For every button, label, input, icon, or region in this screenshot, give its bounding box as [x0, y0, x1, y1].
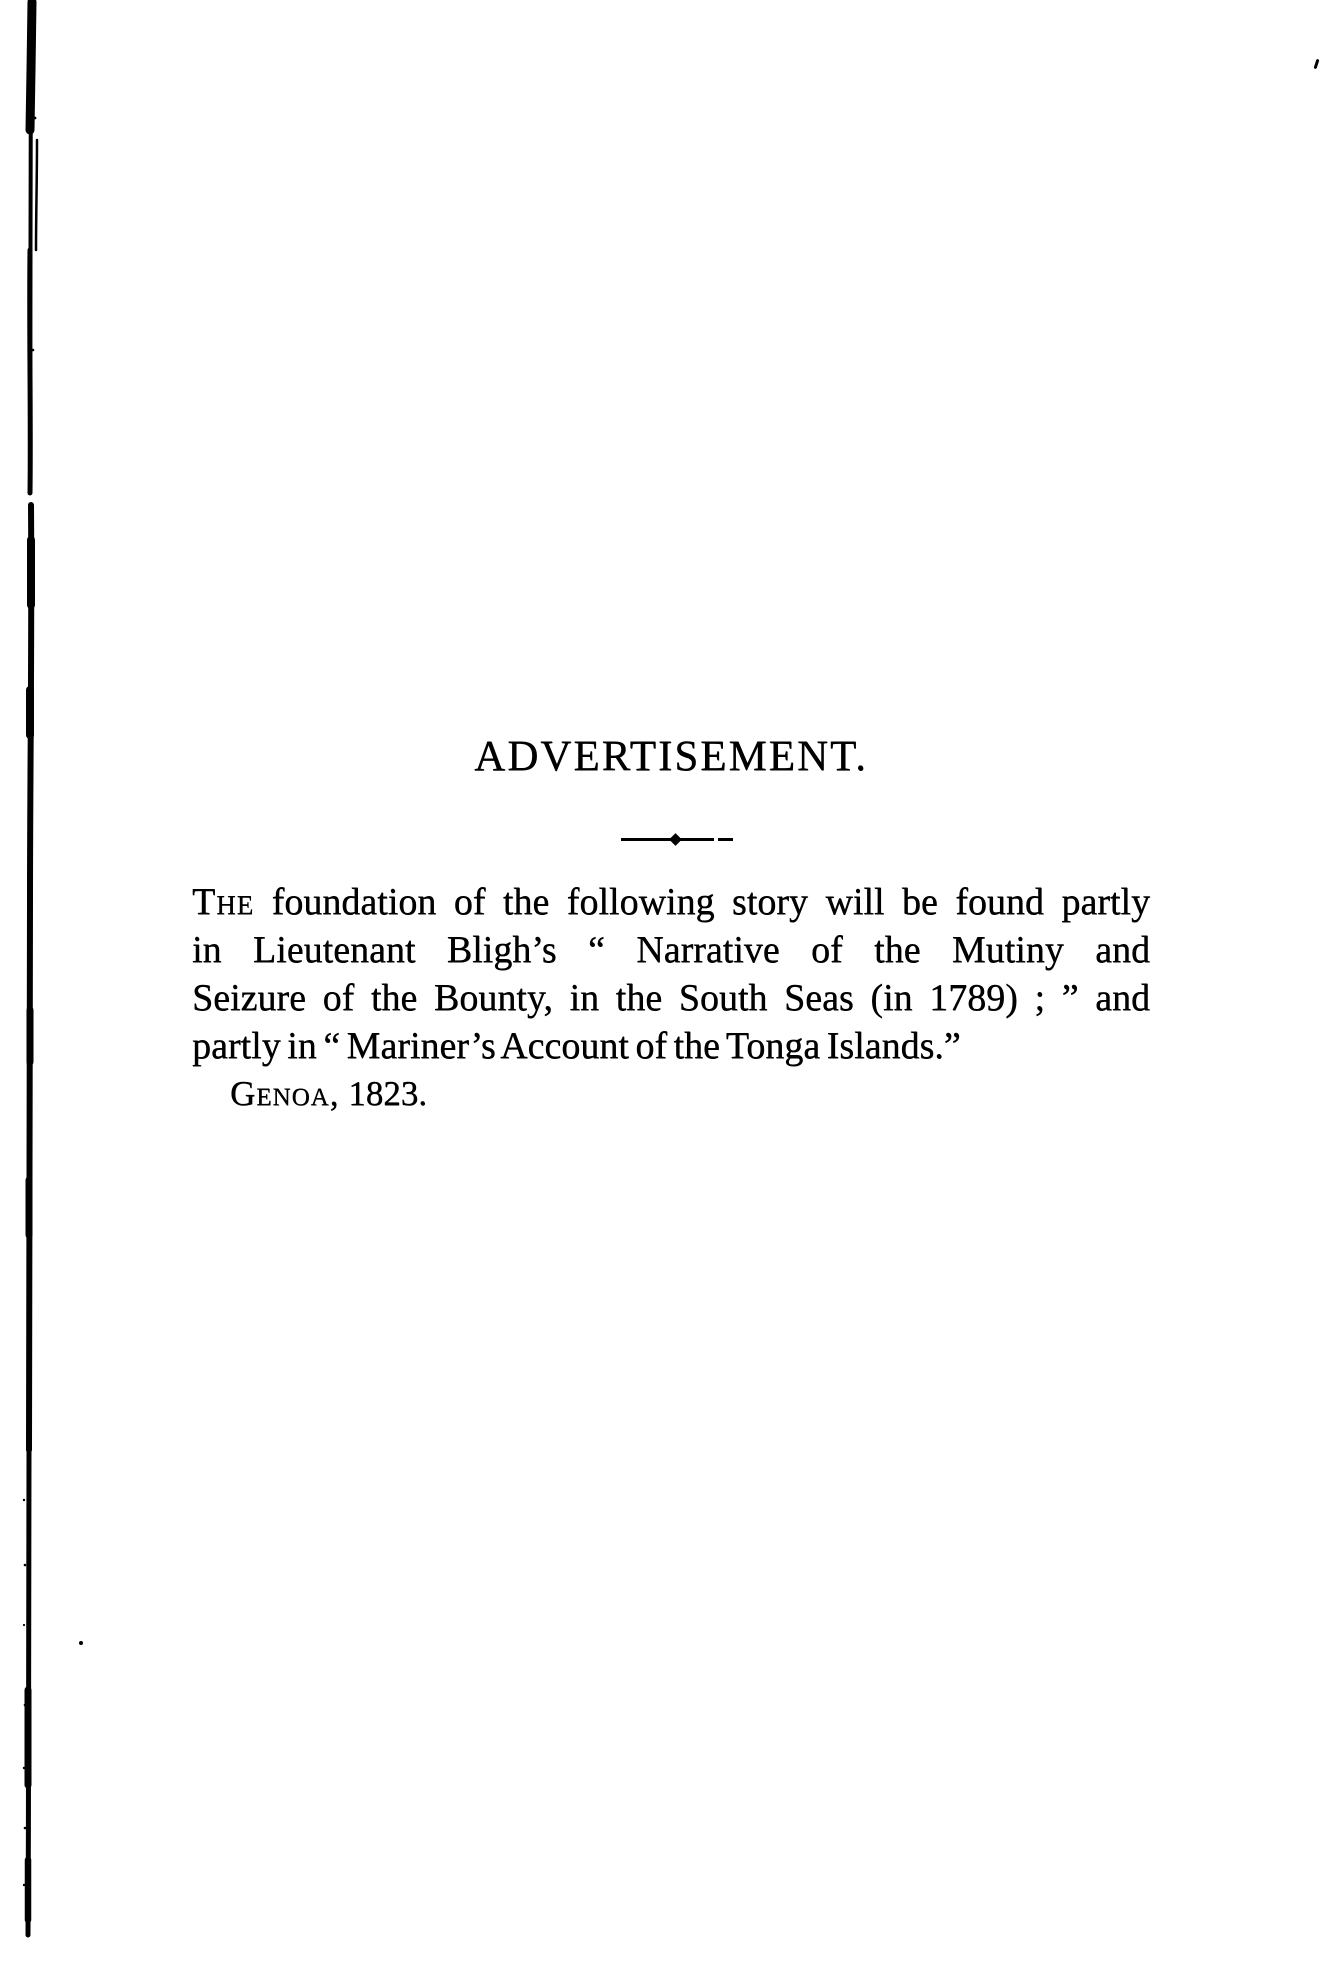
advertisement-paragraph [192, 878, 1150, 1070]
title-divider-ornament [198, 834, 1156, 844]
divider-rule-right-end [718, 838, 733, 841]
dateline-place: Genoa, [230, 1074, 340, 1113]
dateline-year: 1823. [339, 1074, 427, 1113]
page-content [192, 0, 1150, 1966]
divider-diamond-icon [669, 833, 682, 846]
binding-edge-artifact [0, 0, 60, 1966]
dateline [192, 1074, 1150, 1114]
paragraph-line-3: Seizure of the Bounty, in the South Seas (in 1789) ; ” and [192, 977, 1150, 1019]
page-title: ADVERTISEMENT. [474, 733, 868, 780]
paragraph-line-1 [192, 878, 1150, 926]
corner-ink-mark [1314, 59, 1320, 69]
divider-rule-right [678, 838, 714, 841]
ink-speck [79, 1641, 83, 1645]
divider-rule-left [621, 838, 673, 841]
paragraph-line-4: partly in “ Mariner’s Account of the Tonga Islands.” [192, 1025, 961, 1067]
smallcaps-lead-word: The [192, 881, 255, 923]
paragraph-line-1-text: foundation of the following story will be found partly [254, 881, 1150, 923]
paragraph-line-2: in Lieutenant Bligh’s “ Narrative of the Mutiny and [192, 929, 1150, 971]
